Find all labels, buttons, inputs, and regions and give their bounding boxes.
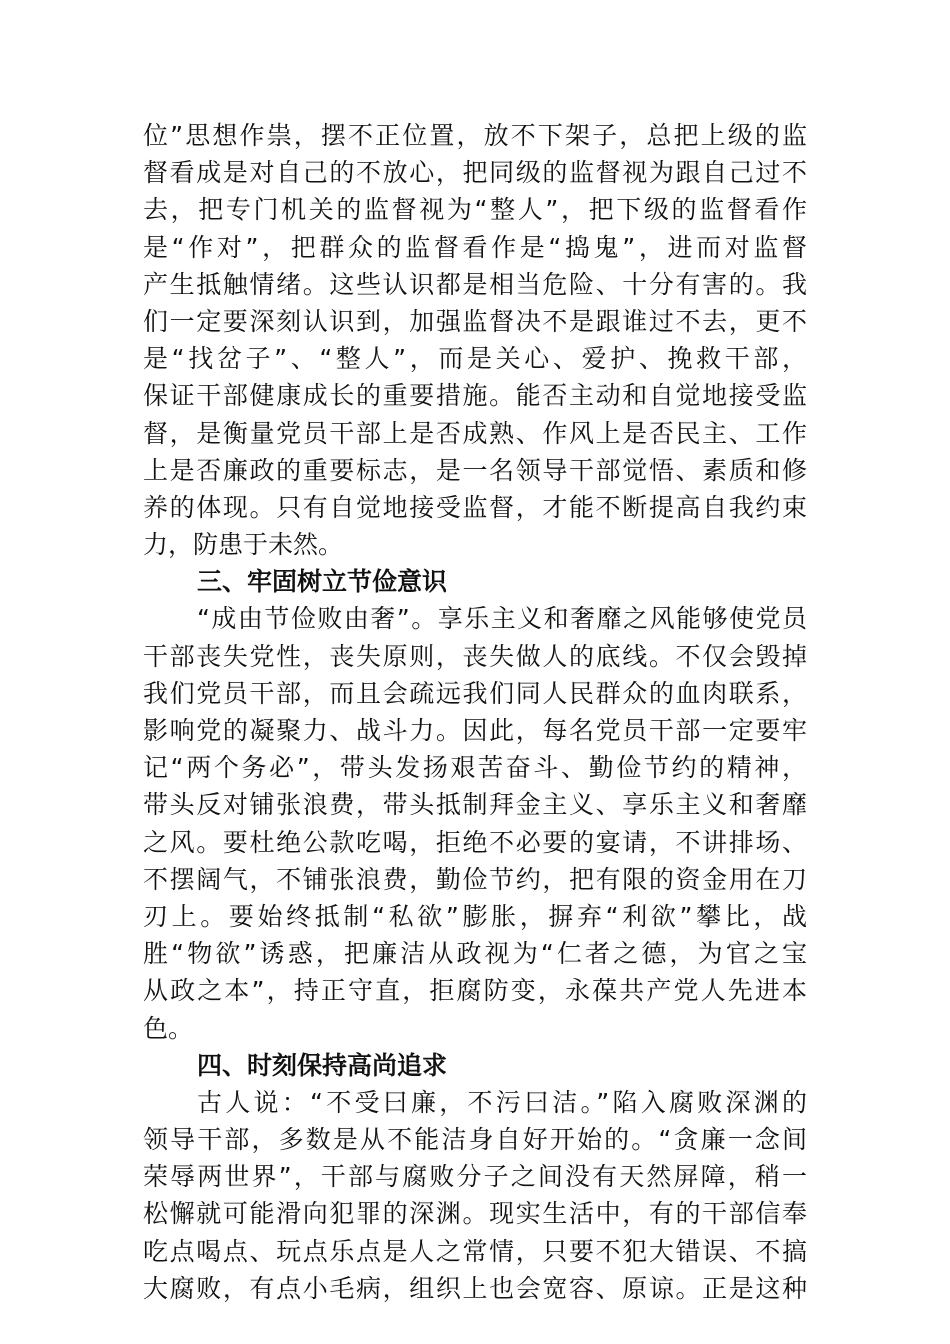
paragraph-line: 胜“物欲”诱惑，把廉洁从政视为“仁者之德，为官之宝 xyxy=(143,939,807,969)
paragraph-line: 影响党的凝聚力、战斗力。因此，每名党员干部一定要牢 xyxy=(143,716,807,745)
paragraph-line: 荣辱两世界”，干部与腐败分子之间没有天然屏障，稍一 xyxy=(143,1162,807,1192)
paragraph-line: 干部丧失党性，丧失原则，丧失做人的底线。不仅会毁掉 xyxy=(143,641,807,671)
paragraph-line: 位”思想作祟，摆不正位置，放不下架子，总把上级的监 xyxy=(143,121,807,150)
paragraph-line: 从政之本”，持正守直，拒腐防变，永葆共产党人先进本 xyxy=(143,976,807,1006)
paragraph-line: 不摆阔气，不铺张浪费，勤俭节约，把有限的资金用在刀 xyxy=(143,864,807,894)
section-heading: 三、牢固树立节俭意识 xyxy=(197,567,448,597)
paragraph-line: 是“找岔子”、“整人”，而是关心、爱护、挽救干部， xyxy=(143,344,807,374)
paragraph-line: 养的体现。只有自觉地接受监督，才能不断提高自我约束 xyxy=(143,492,807,522)
paragraph-line: 带头反对铺张浪费，带头抵制拜金主义、享乐主义和奢靡 xyxy=(143,790,807,820)
section-heading: 四、时刻保持高尚追求 xyxy=(197,1050,448,1080)
paragraph-line: 上是否廉政的重要标志，是一名领导干部觉悟、素质和修 xyxy=(143,455,807,485)
paragraph-line: 们一定要深刻认识到，加强监督决不是跟谁过不去，更不 xyxy=(143,306,807,336)
paragraph-line: 大腐败，有点小毛病，组织上也会宽容、原谅。正是这种 xyxy=(143,1273,807,1303)
paragraph-line: 产生抵触情绪。这些认识都是相当危险、十分有害的。我 xyxy=(143,269,807,299)
paragraph-line: 力，防患于未然。 xyxy=(143,530,344,560)
paragraph-line: 我们党员干部，而且会疏远我们同人民群众的血肉联系， xyxy=(143,678,807,708)
paragraph-line: 保证干部健康成长的重要措施。能否主动和自觉地接受监 xyxy=(143,381,807,411)
paragraph-line: 去，把专门机关的监督视为“整人”，把下级的监督看作 xyxy=(143,195,807,225)
paragraph-line: 色。 xyxy=(143,1013,194,1043)
paragraph-line: 松懈就可能滑向犯罪的深渊。现实生活中，有的干部信奉 xyxy=(143,1199,807,1229)
paragraph-line: 记“两个务必”，带头发扬艰苦奋斗、勤俭节约的精神， xyxy=(143,753,807,783)
paragraph-line: 之风。要杜绝公款吃喝，拒绝不必要的宴请，不讲排场、 xyxy=(143,827,807,857)
paragraph-line: 领导干部，多数是从不能洁身自好开始的。“贪廉一念间 xyxy=(143,1125,807,1155)
paragraph-line: 督，是衡量党员干部上是否成熟、作风上是否民主、工作 xyxy=(143,418,807,448)
paragraph-line: 督看成是对自己的不放心，把同级的监督视为跟自己过不 xyxy=(143,158,807,188)
paragraph-line: 吃点喝点、玩点乐点是人之常情，只要不犯大错误、不搞 xyxy=(143,1236,807,1266)
paragraph-line: 刃上。要始终抵制“私欲”膨胀，摒弃“利欲”攀比，战 xyxy=(143,901,807,931)
document-page xyxy=(143,117,807,1307)
paragraph-line: “成由节俭败由奢”。享乐主义和奢靡之风能够使党员 xyxy=(197,604,807,634)
paragraph-line: 古人说：“不受曰廉，不污曰洁。”陷入腐败深渊的 xyxy=(197,1087,807,1117)
paragraph-line: 是“作对”，把群众的监督看作是“捣鬼”，进而对监督 xyxy=(143,232,807,262)
